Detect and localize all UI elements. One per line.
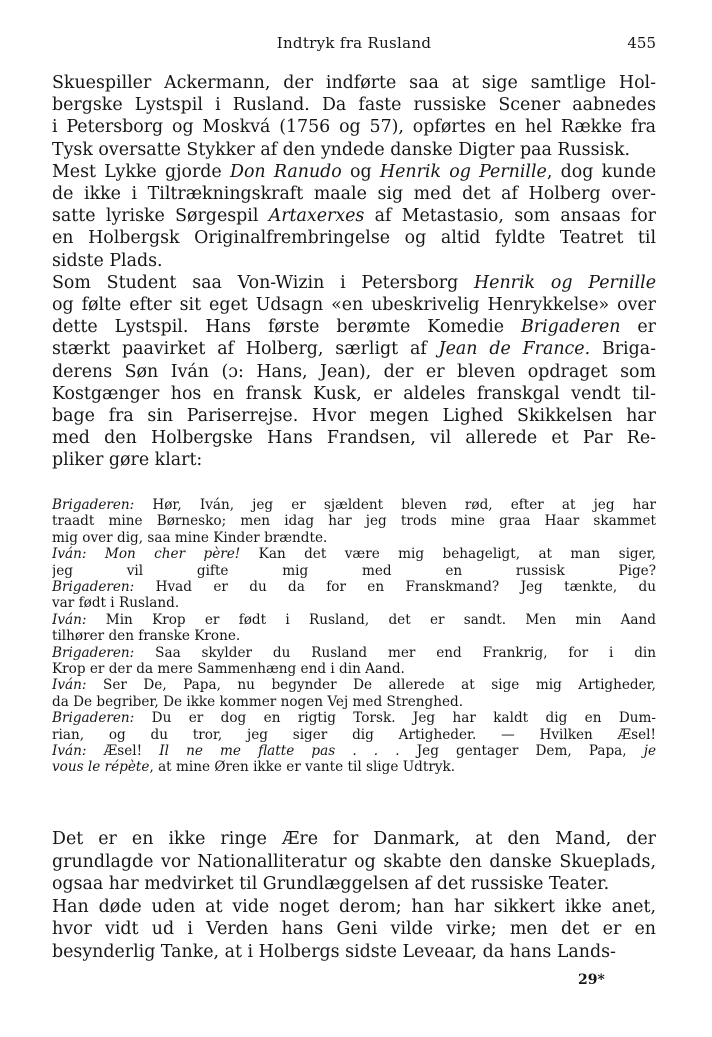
dialogue-line: Krop er der da mere Sammenhæng end i din Aand. [52,661,405,677]
closing-text-line: ogsaa har medvirket til Grundlæggelsen af det russiske Teater. [52,874,610,895]
dialogue-line: rian, og du tror, jeg siger dig Artigheder. — Hvilken Æsel! [52,726,656,743]
body-text-line: Mest Lykke gjorde Don Ranudo og Henrik og Pernille, dog kunde [52,161,656,182]
dialogue-line: Brigaderen: Hør, Iván, jeg er sjældent bleven rød, efter at jeg har [52,497,656,513]
body-text-line: satte lyriske Sørgespil Artaxerxes af Metastasio, som ansaas for [52,206,656,227]
closing-text-line: grundlagde vor Nationalliteratur og skabte den danske Skueplads, [52,851,656,872]
dialogue-line: vous le répète, at mine Øren ikke er vante til slige Udtryk. [52,759,456,776]
body-text-line: stærkt paavirket af Holberg, særligt af Jean de France. Briga- [52,339,656,360]
page-header [52,34,656,56]
body-text-line: med den Holbergske Hans Frandsen, vil allerede et Par Re- [52,428,656,449]
dialogue-line: da De begriber, De ikke kommer nogen Vej med Strenghed. [52,693,464,710]
dialogue-line: Brigaderen: Saa skylder du Rusland mer end Frankrig, for i din [52,644,656,661]
body-text-line: dette Lystspil. Hans første berømte Komedie Brigaderen er [52,317,656,338]
body-text-line: derens Søn Iván (ɔ: Hans, Jean), der er bleven opdraget som [52,361,656,382]
signature-mark: 29* [578,972,605,988]
body-text-line: i Petersborg og Moskvá (1756 og 57), opførtes en hel Række fra [52,117,656,138]
body-text-line: bergske Lystspil i Rusland. Da faste russiske Scener aabnedes [52,95,656,116]
dialogue-line: Iván: Min Krop er født i Rusland, det er sandt. Men min Aand [52,611,656,628]
dialogue-line: tilhører den franske Krone. [52,628,241,645]
closing-text-line: hvor vidt ud i Verden hans Geni vilde virke; men det er en [52,919,656,940]
page-number: 455 [627,34,656,52]
dialogue-line: jeg vil gifte mig med en russisk Pige? [52,562,656,579]
dialogue-line: traadt mine Børnesko; men idag har jeg trods mine graa Haar skammet [52,513,656,530]
dialogue-line: Brigaderen: Hvad er du da for en Franskmand? Jeg tænkte, du [52,579,656,595]
body-text-line: pliker gøre klart: [52,450,203,471]
body-text-line: sidste Plads. [52,250,163,271]
dialogue-line: Iván: Æsel! Il ne me flatte pas . . . Jeg gentager Dem, Papa, je [52,743,656,759]
dialogue-line: Iván: Ser De, Papa, nu begynder De allerede at sige mig Artigheder, [52,677,656,694]
body-text-line: de ikke i Tiltrækningskraft maale sig med det af Holberg over- [52,184,656,204]
closing-text-line: Det er en ikke ringe Ære for Danmark, at den Mand, der [52,829,656,849]
running-title: Indtryk fra Rusland [276,34,432,52]
closing-text-line: Han døde uden at vide noget derom; han har sikkert ikke anet, [52,896,656,917]
dialogue-line: mig over dig, saa mine Kinder brændte. [52,529,328,546]
dialogue-line: Brigaderen: Du er dog en rigtig Torsk. Jeg har kaldt dig en Dum- [52,710,656,727]
body-text-line: Som Student saa Von-Wizin i Petersborg Henrik og Pernille [52,272,656,293]
body-text-line: bage fra sin Pariserrejse. Hvor megen Lighed Skikkelsen har [52,406,656,426]
dialogue-line: var født i Rusland. [52,595,180,612]
body-text-line: Skuespiller Ackermann, der indførte saa at sige samtlige Hol- [52,73,656,93]
body-text-line: Kostgænger hos en fransk Kusk, er aldeles franskgal vendt til- [52,383,656,404]
body-text-line: og følte efter sit eget Udsagn «en ubeskrivelig Henrykkelse» over [52,295,656,315]
dialogue-line: Iván: Mon cher père! Kan det være mig behageligt, at man siger, [52,546,656,563]
closing-text-line: besynderlig Tanke, at i Holbergs sidste Leveaar, da hans Lands- [52,942,616,962]
body-text-line: Tysk oversatte Stykker af den yndede danske Digter paa Russisk. [52,139,631,160]
body-text-line: en Holbergsk Originalfrembringelse og altid fyldte Teatret til [52,228,656,249]
